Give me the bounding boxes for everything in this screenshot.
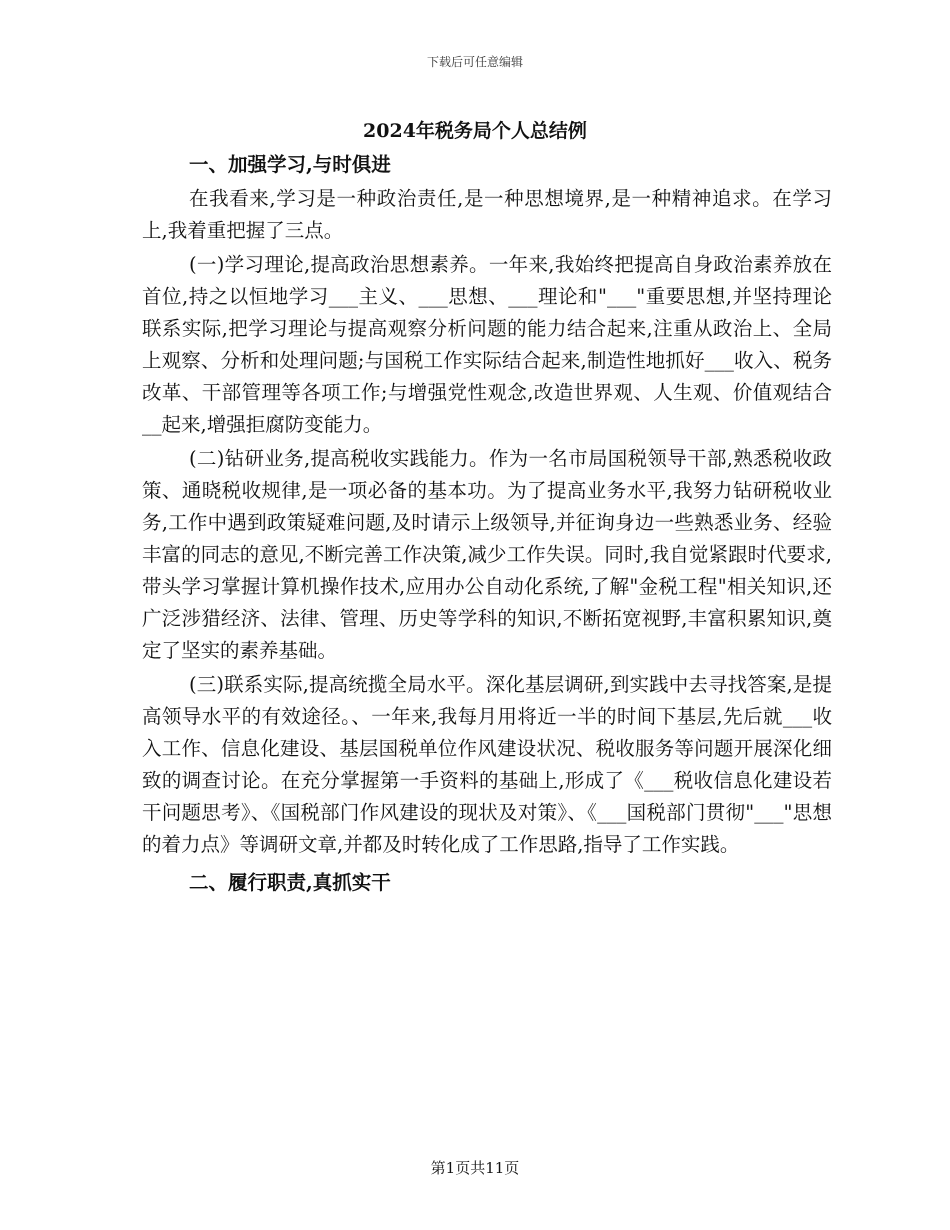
header-note: 下载后可任意编辑	[426, 55, 523, 69]
section-heading-2: 二、履行职责,真抓实干	[189, 871, 391, 894]
document-title: 2024年税务局个人总结例	[363, 120, 587, 142]
paragraph-intro: 在我看来,学习是一种政治责任,是一种思想境界,是一种精神追求。在学习上,我着重把握了三点。	[142, 187, 832, 242]
page-footer: 第1页共11页	[430, 1159, 520, 1177]
paragraph-business: (二)钻研业务,提高税收实践能力。作为一名市局国税领导干部,熟悉税收政策、通晓税收规律,是一项必备的基本功。为了提高业务水平,我努力钻研税收业务,工作中遇到政策疑难问题,及时请示上级领导,并征询身边一些熟悉业务、经验丰富的同志的意见,不断完善工作决策,减少工作失误。同时,我自觉紧跟时代要求,带头学习掌握计算机操作技术,应用办公自动化系统,了解"金税工程"相关知识,还广泛涉猎经济、法律、管理、历史等学科的知识,不断拓宽视野,丰富积累知识,奠定了坚实的素养基础。	[142, 447, 832, 662]
paragraph-practice: (三)联系实际,提高统揽全局水平。深化基层调研,到实践中去寻找答案,是提高领导水平的有效途径。、一年来,我每月用将近一半的时间下基层,先后就___收入工作、信息化建设、基层国税单位作风建设状况、税收服务等问题开展深化细致的调查讨论。在充分掌握第一手资料的基础上,形成了《___税收信息化建设若干问题思考》、《国税部门作风建设的现状及对策》、《___国税部门贯彻"___"思想的着力点》等调研文章,并都及时转化成了工作思路,指导了工作实践。	[142, 673, 832, 856]
document-body	[142, 149, 832, 899]
paragraph-theory: (一)学习理论,提高政治思想素养。一年来,我始终把提高自身政治素养放在首位,持之以恒地学习___主义、___思想、___理论和"___"重要思想,并坚持理论联系实际,把学习理论与提高观察分析问题的能力结合起来,注重从政治上、全局上观察、分析和处理问题;与国税工作实际结合起来,制造性地抓好___收入、税务改革、干部管理等各项工作;与增强党性观念,改造世界观、人生观、价值观结合__起来,增强拒腐防变能力。	[142, 253, 832, 436]
section-heading-1: 一、加强学习,与时俱进	[189, 153, 391, 176]
